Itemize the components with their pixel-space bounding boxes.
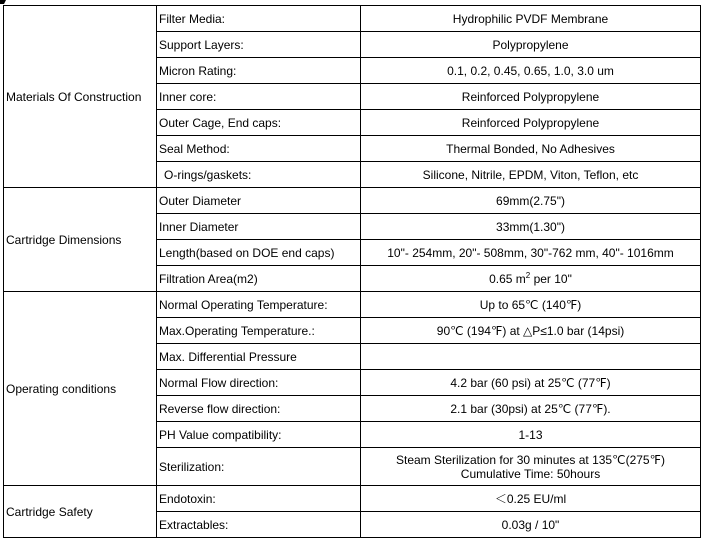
table-row xyxy=(4,486,701,512)
param-label-text: O-rings/gaskets: xyxy=(164,167,252,182)
param-label: Reverse flow direction: xyxy=(157,396,361,422)
param-value: 0.03g / 10" xyxy=(361,512,701,538)
param-value: 33mm(1.30") xyxy=(361,214,701,240)
param-value: Up to 65℃ (140℉) xyxy=(361,292,701,318)
value-part: 0.65 m xyxy=(489,271,526,286)
param-value: Thermal Bonded, No Adhesives xyxy=(361,136,701,162)
param-value xyxy=(361,448,701,486)
param-value: 10"- 254mm, 20"- 508mm, 30"-762 mm, 40"- 1016mm xyxy=(361,240,701,266)
param-value xyxy=(361,344,701,370)
param-value: Silicone, Nitrile, EPDM, Viton, Teflon, etc xyxy=(361,162,701,188)
param-value: 1-13 xyxy=(361,422,701,448)
param-label: Sterilization: xyxy=(157,448,361,486)
param-label: Length(based on DOE end caps) xyxy=(157,240,361,266)
param-label: PH Value compatibility: xyxy=(157,422,361,448)
param-value: Reinforced Polypropylene xyxy=(361,84,701,110)
param-label: Seal Method: xyxy=(157,136,361,162)
param-label: Inner core: xyxy=(157,84,361,110)
group-label: Materials Of Construction xyxy=(4,6,157,188)
param-label: Max. Differential Pressure xyxy=(157,344,361,370)
value-line: Steam Sterilization for 30 minutes at 135℃(275℉) xyxy=(395,452,666,467)
param-value: 2.1 bar (30psi) at 25℃ (77℉). xyxy=(361,396,701,422)
param-label xyxy=(157,162,361,188)
param-value: Reinforced Polypropylene xyxy=(361,110,701,136)
param-label: Outer Diameter xyxy=(157,188,361,214)
param-label: Normal Flow direction: xyxy=(157,370,361,396)
param-value xyxy=(361,266,701,292)
value-superscript: 2 xyxy=(525,270,531,280)
param-value: 90℃ (194℉) at △P≤1.0 bar (14psi) xyxy=(361,318,701,344)
table-row xyxy=(4,292,701,318)
param-label: Endotoxin: xyxy=(157,486,361,512)
param-value: Hydrophilic PVDF Membrane xyxy=(361,6,701,32)
top-border-fragment xyxy=(0,0,702,4)
group-label: Operating conditions xyxy=(4,292,157,486)
param-value: 69mm(2.75") xyxy=(361,188,701,214)
param-label: Max.Operating Temperature.: xyxy=(157,318,361,344)
specification-table xyxy=(3,5,701,538)
param-label: Filter Media: xyxy=(157,6,361,32)
param-value: ＜0.25 EU/ml xyxy=(361,486,701,512)
table-row xyxy=(4,6,701,32)
param-label: Micron Rating: xyxy=(157,58,361,84)
group-label: Cartridge Dimensions xyxy=(4,188,157,292)
param-label: Extractables: xyxy=(157,512,361,538)
param-label: Inner Diameter xyxy=(157,214,361,240)
param-label: Filtration Area(m2) xyxy=(157,266,361,292)
param-label: Outer Cage, End caps: xyxy=(157,110,361,136)
value-line: Cumulative Time: 50hours xyxy=(460,466,601,481)
value-part: per 10" xyxy=(530,271,572,286)
param-label: Normal Operating Temperature: xyxy=(157,292,361,318)
table-row xyxy=(4,188,701,214)
param-value: Polypropylene xyxy=(361,32,701,58)
param-value: 0.1, 0.2, 0.45, 0.65, 1.0, 3.0 um xyxy=(361,58,701,84)
param-label: Support Layers: xyxy=(157,32,361,58)
group-label: Cartridge Safety xyxy=(4,486,157,538)
param-value: 4.2 bar (60 psi) at 25℃ (77℉) xyxy=(361,370,701,396)
